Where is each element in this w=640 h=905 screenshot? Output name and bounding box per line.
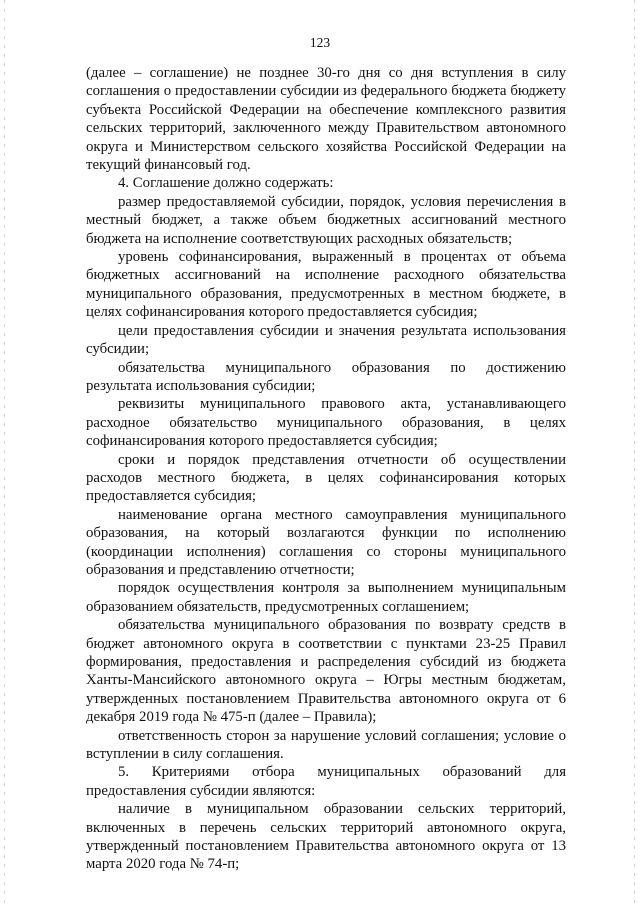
paragraph: размер предоставляемой субсидии, порядок, условия перечисления в местный бюджет, а также объем бюджетных ассигнований местного бюджета на исполнение соответствующих расходных обязательств; bbox=[86, 193, 566, 247]
document-body bbox=[86, 64, 566, 874]
page-number: 123 bbox=[309, 35, 331, 50]
paragraph: ответственность сторон за нарушение условий соглашения; условие о вступлении в силу соглашения. bbox=[86, 727, 566, 763]
paragraph: порядок осуществления контроля за выполнением муниципальным образованием обязательств, предусмотренных соглашением; bbox=[86, 580, 566, 615]
paragraph: (далее – соглашение) не позднее 30-го дня со дня вступления в силу соглашения о предоставлении субсидии из федерального бюджета бюджету субъекта Российской Федерации на обеспечение комплексного развития сельских территорий, заключенного между Правительством автономного округа и Министерством сельского хозяйства Российской Федерации на текущий финансовый год. bbox=[86, 65, 566, 174]
paragraph: обязательства муниципального образования по достижению результата использования субсидии; bbox=[86, 359, 566, 394]
paragraph: наименование органа местного самоуправления муниципального образования, на который возлагаются функции по исполнению (координации исполнения) соглашения со стороны муниципального образования и представлению отчетности; bbox=[86, 506, 566, 578]
paragraph: уровень софинансирования, выраженный в процентах от объема бюджетных ассигнований на исполнение расходного обязательства муниципального образования, предусмотренных в местном бюджете, в целях софинансирования которого предоставляется субсидия; bbox=[86, 249, 566, 321]
scan-edge-right bbox=[634, 0, 635, 905]
paragraph: цели предоставления субсидии и значения результата использования субсидии; bbox=[86, 322, 566, 358]
paragraph: обязательства муниципального образования по возврату средств в бюджет автономного округа в соответствии с пунктами 23-25 Правил формирования, предоставления и распределения субсидий из бюджета Ханты-Мансийского автономного округа – Югры местным бюджетам, утвержденных постановлением Правительства автономного округа от 6 декабря 2019 года № 475-п (далее – Правила); bbox=[86, 617, 566, 726]
paragraph: 4. Соглашение должно содержать: bbox=[118, 175, 334, 192]
paragraph: 5. Критериями отбора муниципальных образований для предоставления субсидии являются: bbox=[86, 764, 566, 799]
paragraph: реквизиты муниципального правового акта, устанавливающего расходное обязательство муниципального образования, в целях софинансирования которого предоставляется субсидия; bbox=[86, 396, 566, 450]
paragraph: сроки и порядок представления отчетности об осуществлении расходов местного бюджета, в целях софинансирования которых предоставляется субсидия; bbox=[86, 451, 566, 505]
paragraph: наличие в муниципальном образовании сельских территорий, включенных в перечень сельских территорий автономного округа, утвержденный постановлением Правительства автономного округа от 13 марта 2020 года № 74-п; bbox=[86, 801, 566, 873]
scan-edge-left bbox=[4, 0, 5, 905]
